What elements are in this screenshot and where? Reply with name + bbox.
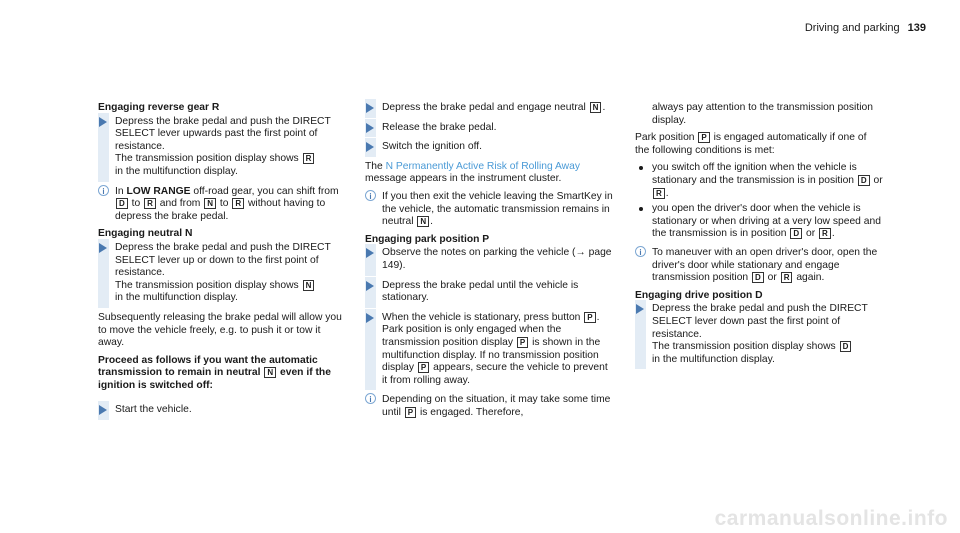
bullet-item: you switch off the ignition when the vehicle is stationary and the transmission is in position D or R . — [635, 162, 883, 200]
note-continuation: always pay attention to the transmission position display. — [652, 102, 873, 126]
step-item: When the vehicle is stationary, press button P . Park position is only engaged when the transmission position display P is shown in the multifunction display. If no transmission position display P appears, secure the vehicle to prevent it from rolling away. — [365, 312, 613, 388]
step-item: Observe the notes on parking the vehicle (→ page 149). — [365, 247, 613, 272]
gear-key-icon: N — [417, 216, 429, 227]
note-item: i Depending on the situation, it may take some time until P is engaged. Therefore, — [365, 394, 613, 419]
step-arrow-icon — [366, 313, 374, 323]
gear-key-icon: D — [790, 228, 802, 239]
gear-key-icon: R — [144, 198, 156, 209]
display-message-link: N Permanently Active Risk of Rolling Away — [385, 160, 580, 172]
heading-park: Engaging park position P — [365, 233, 490, 245]
step-item: Depress the brake pedal and engage neutral N . — [365, 102, 613, 115]
step-item: Depress the brake pedal and push the DIRECT SELECT lever up or down to the first point of resistance. The transmission position display shows N in the multifunction display. — [98, 242, 346, 305]
gear-key-icon: D — [752, 272, 764, 283]
gear-key-icon: R — [653, 188, 665, 199]
watermark: carmanualsonline.info — [714, 507, 948, 531]
gear-key-icon: P — [418, 362, 429, 373]
heading-drive: Engaging drive position D — [635, 289, 763, 301]
step-arrow-icon — [366, 123, 374, 133]
step-arrow-icon — [99, 243, 107, 253]
step-item: Depress the brake pedal until the vehicle is stationary. — [365, 280, 613, 305]
page-number: 139 — [907, 22, 926, 34]
gear-key-icon: R — [781, 272, 793, 283]
bullet-item: you open the driver's door when the vehicle is stationary or when driving at a very low speed and the transmission is in position D or R . — [635, 203, 883, 241]
step-item: Release the brake pedal. — [365, 122, 613, 135]
gear-key-icon: D — [116, 198, 128, 209]
step-item — [98, 116, 346, 179]
step-arrow-icon — [366, 103, 374, 113]
gear-key-icon: N — [590, 102, 602, 113]
gear-key-icon: D — [858, 175, 870, 186]
step-arrow-icon — [366, 248, 374, 258]
step-arrow-icon — [636, 304, 644, 314]
section-title: Driving and parking — [804, 22, 900, 34]
paragraph: The N Permanently Active Risk of Rolling Away message appears in the instrument cluster. — [365, 160, 580, 185]
note-item: i In LOW RANGE off-road gear, you can shift from D to R and from N to R without having to depress the brake pedal. — [98, 186, 346, 224]
info-icon: i — [365, 190, 376, 201]
gear-key-icon: R — [303, 153, 315, 164]
paragraph: Park position P is engaged automatically if one of the following conditions is met: — [635, 132, 867, 156]
gear-key-icon: N — [303, 280, 315, 291]
step-text: Depress the brake pedal and push the DIRECT SELECT lever upwards past the first point of resistance. — [115, 115, 331, 152]
gear-key-icon: P — [405, 407, 416, 418]
heading-neutral-remain: Proceed as follows if you want the automatic transmission to remain in neutral N even if the ignition is switched off: — [98, 354, 331, 391]
note-item: i If you then exit the vehicle leaving the SmartKey in the vehicle, the automatic transmission remains in neutral N . — [365, 191, 613, 229]
step-arrow-icon — [366, 142, 374, 152]
step-item: Switch the ignition off. — [365, 141, 613, 154]
column-3 — [635, 102, 883, 373]
info-icon: i — [365, 393, 376, 404]
info-icon: i — [635, 246, 646, 257]
paragraph: Subsequently releasing the brake pedal will allow you to move the vehicle freely, e.g. to push it or tow it away. — [98, 311, 342, 349]
gear-key-icon: P — [584, 312, 595, 323]
step-arrow-icon — [99, 117, 107, 127]
running-header — [805, 22, 926, 35]
step-item: Depress the brake pedal and push the DIRECT SELECT lever down past the first point of resistance. The transmission position display shows D in the multifunction display. — [635, 303, 883, 366]
column-1 — [98, 102, 346, 424]
step-result: The transmission position display shows R — [115, 153, 346, 166]
step-arrow-icon — [99, 405, 107, 415]
step-arrow-icon — [366, 281, 374, 291]
gear-key-icon: R — [819, 228, 831, 239]
column-2 — [365, 102, 613, 424]
step-result-2: in the multifunction display. — [115, 165, 238, 177]
heading-neutral: Engaging neutral N — [98, 228, 193, 240]
step-item: Start the vehicle. — [98, 404, 346, 417]
gear-key-icon: D — [840, 341, 852, 352]
gear-key-icon: R — [232, 198, 244, 209]
gear-key-icon: P — [517, 337, 528, 348]
gear-key-icon: N — [204, 198, 216, 209]
heading-reverse: Engaging reverse gear R — [98, 102, 220, 113]
gear-key-icon: P — [698, 132, 709, 143]
info-icon: i — [98, 185, 109, 196]
note-item: i To maneuver with an open driver's door, open the driver's door while stationary and engage transmission position D or R again. — [635, 247, 883, 285]
gear-key-icon: N — [264, 367, 276, 378]
